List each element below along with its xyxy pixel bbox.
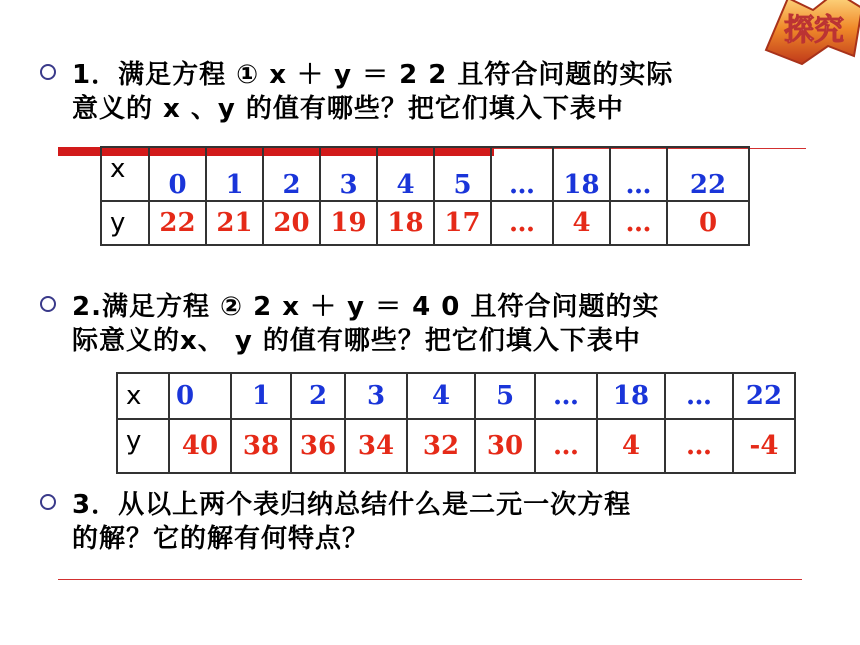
table-2-y-cell: 40: [169, 419, 231, 473]
table-2-x-cell: 3: [345, 373, 407, 419]
table-1-x-cell: …: [491, 147, 553, 201]
table-2-x-cell: …: [665, 373, 733, 419]
table-1-y-cell: …: [491, 201, 553, 245]
table-1-x-cell: 18: [553, 147, 610, 201]
table-2-y-cell: 30: [475, 419, 535, 473]
table-1-x-cell: …: [610, 147, 667, 201]
question-2-line-2: 际意义的x、 y 的值有哪些？把它们填入下表中: [72, 326, 641, 356]
table-1: [100, 146, 750, 246]
table-2-y-cell: …: [535, 419, 597, 473]
table-2-y-cell: 34: [345, 419, 407, 473]
table-1-x-cell: 1: [206, 147, 263, 201]
table-2-y-cell: …: [665, 419, 733, 473]
table-2-y-cell: 4: [597, 419, 665, 473]
question-1-line-2: 意义的 x 、y 的值有哪些？把它们填入下表中: [72, 94, 624, 124]
bullet-icon: [40, 296, 56, 312]
table-1-y-cell: 0: [667, 201, 749, 245]
badge-text: 探究: [784, 13, 844, 48]
table-2-x-cell: 0: [169, 373, 231, 419]
table-1-x-cell: 2: [263, 147, 320, 201]
table-2-y-label: y: [117, 419, 169, 473]
table-2-y-cell: 38: [231, 419, 291, 473]
table-2-x-label: x: [117, 373, 169, 419]
table-1-row-x: [101, 147, 749, 201]
question-1-line-1: 1．满足方程 ① x ＋ y ＝ 2 2 且符合问题的实际: [72, 60, 674, 90]
table-2-x-cell: 1: [231, 373, 291, 419]
table-1-y-cell: …: [610, 201, 667, 245]
table-1-x-cell: 3: [320, 147, 377, 201]
table-1-y-cell: 19: [320, 201, 377, 245]
table-1-y-cell: 21: [206, 201, 263, 245]
table-1-y-cell: 22: [149, 201, 206, 245]
table-2-row-y: [117, 419, 795, 473]
table-1-x-cell: 22: [667, 147, 749, 201]
table-1-x-cell: 4: [377, 147, 434, 201]
table-1-y-cell: 4: [553, 201, 610, 245]
table-1-x-cell: 5: [434, 147, 491, 201]
table-2-x-cell: 22: [733, 373, 795, 419]
table-2-x-cell: 5: [475, 373, 535, 419]
table-2-x-cell: 2: [291, 373, 345, 419]
bottom-rule: [58, 579, 802, 580]
question-2-line-1: 2.满足方程 ② 2 x ＋ y ＝ 4 0 且符合问题的实: [72, 292, 660, 322]
table-2-y-cell: 36: [291, 419, 345, 473]
question-3-line-1: 3．从以上两个表归纳总结什么是二元一次方程: [72, 490, 632, 520]
table-1-y-label: y: [101, 201, 149, 245]
table-1-y-cell: 18: [377, 201, 434, 245]
table-2-x-cell: 4: [407, 373, 475, 419]
table-1-y-cell: 17: [434, 201, 491, 245]
table-1-row-y: [101, 201, 749, 245]
table-2-y-cell: -4: [733, 419, 795, 473]
table-1-x-label: x: [101, 147, 149, 201]
bullet-icon: [40, 494, 56, 510]
bullet-icon: [40, 64, 56, 80]
table-2: [116, 372, 796, 474]
table-2-y-cell: 32: [407, 419, 475, 473]
table-2-x-cell: …: [535, 373, 597, 419]
question-3-line-2: 的解？它的解有何特点？: [72, 524, 370, 554]
table-1-y-cell: 20: [263, 201, 320, 245]
table-2-x-cell: 18: [597, 373, 665, 419]
table-2-row-x: [117, 373, 795, 419]
table-1-x-cell: 0: [149, 147, 206, 201]
